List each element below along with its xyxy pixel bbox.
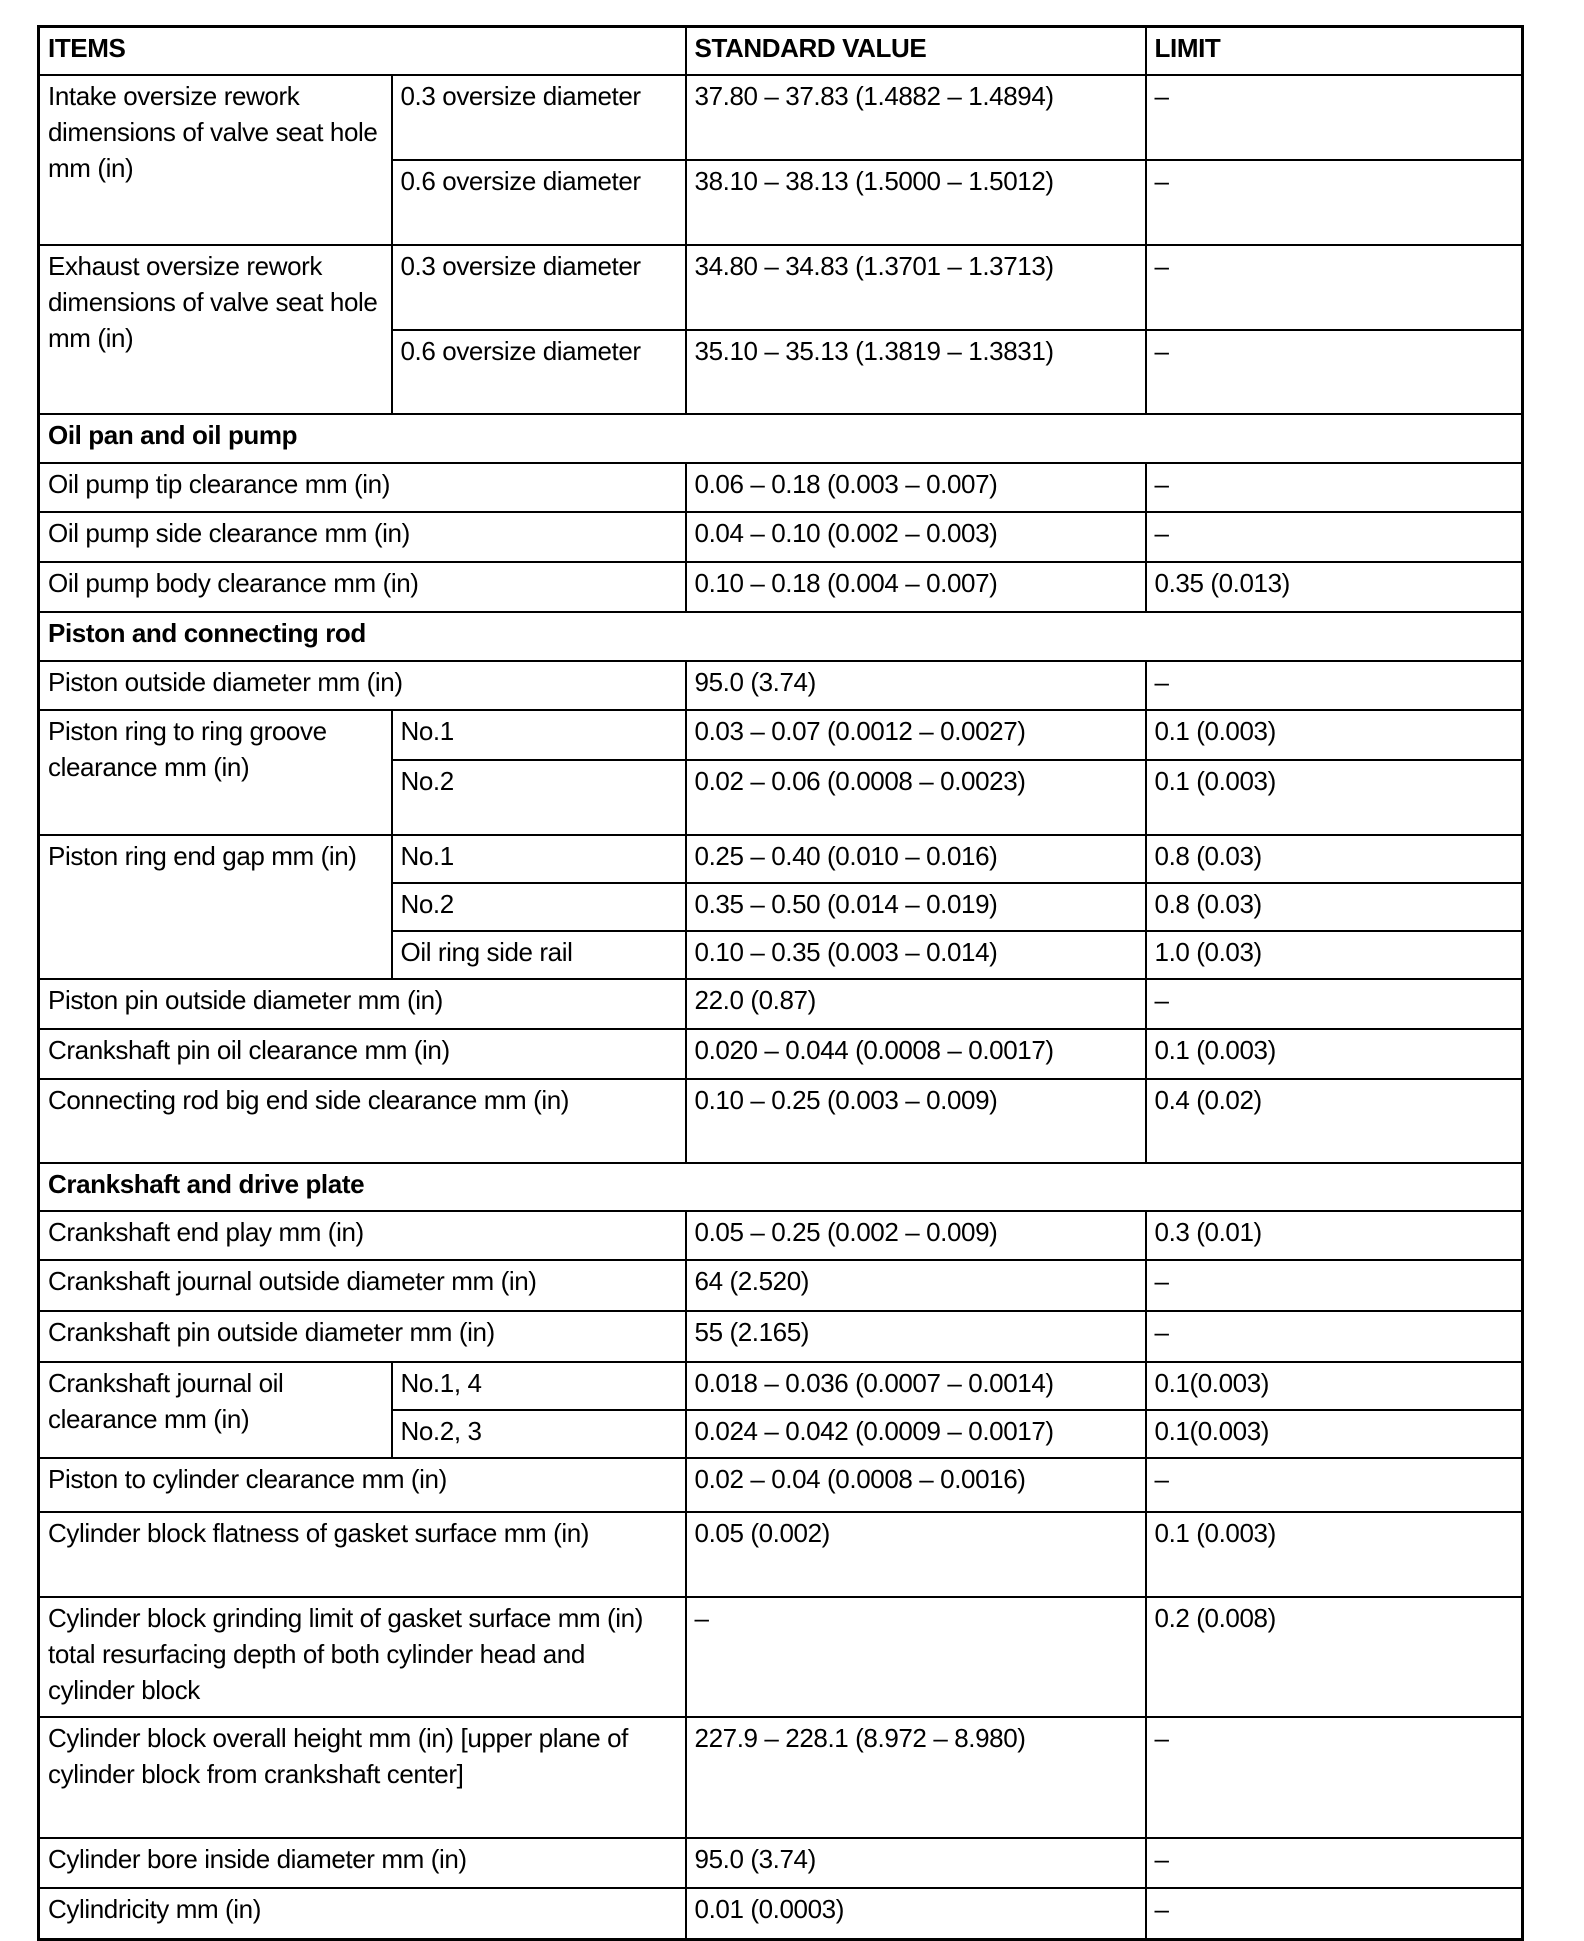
item-name: Oil pump body clearance mm (in) (39, 562, 686, 612)
sub-item-label: No.1, 4 (392, 1362, 686, 1410)
table-row (39, 1079, 1523, 1163)
standard-value: 0.10 – 0.35 (0.003 – 0.014) (686, 931, 1146, 979)
limit-value: 0.35 (0.013) (1146, 562, 1523, 612)
item-name: Piston ring to ring groove clearance mm (in) (39, 710, 392, 835)
standard-value: 0.03 – 0.07 (0.0012 – 0.0027) (686, 710, 1146, 760)
standard-value: 95.0 (3.74) (686, 661, 1146, 710)
section-title: Crankshaft and drive plate (39, 1163, 1523, 1211)
item-name: Crankshaft journal oil clearance mm (in) (39, 1362, 392, 1458)
table-row (39, 1260, 1523, 1311)
sub-item-label: No.1 (392, 710, 686, 760)
standard-value: 0.018 – 0.036 (0.0007 – 0.0014) (686, 1362, 1146, 1410)
table-row (39, 1211, 1523, 1260)
item-name: Piston pin outside diameter mm (in) (39, 979, 686, 1029)
header-limit: LIMIT (1146, 27, 1523, 75)
standard-value: 0.02 – 0.06 (0.0008 – 0.0023) (686, 760, 1146, 835)
header-row (39, 27, 1523, 75)
table-row (39, 710, 1523, 760)
limit-value: – (1146, 1260, 1523, 1311)
specifications-table (37, 25, 1524, 1941)
table-row (39, 1362, 1523, 1410)
sub-item-label: 0.3 oversize diameter (392, 75, 686, 160)
sub-item-label: 0.6 oversize diameter (392, 330, 686, 414)
header-standard-value: STANDARD VALUE (686, 27, 1146, 75)
item-name: Exhaust oversize rework dimensions of valve seat hole mm (in) (39, 245, 392, 414)
standard-value: 35.10 – 35.13 (1.3819 – 1.3831) (686, 330, 1146, 414)
limit-value: 0.1 (0.003) (1146, 1029, 1523, 1079)
item-name: Crankshaft pin oil clearance mm (in) (39, 1029, 686, 1079)
sub-item-label: Oil ring side rail (392, 931, 686, 979)
section-header-row (39, 1163, 1523, 1211)
standard-value: 0.05 (0.002) (686, 1512, 1146, 1597)
sub-item-label: 0.3 oversize diameter (392, 245, 686, 330)
limit-value: – (1146, 463, 1523, 512)
item-name: Cylinder block overall height mm (in) [upper plane of cylinder block from crankshaft center] (39, 1717, 686, 1838)
limit-value: – (1146, 1311, 1523, 1362)
sub-item-label: No.1 (392, 835, 686, 883)
limit-value: 0.4 (0.02) (1146, 1079, 1523, 1163)
standard-value: 22.0 (0.87) (686, 979, 1146, 1029)
limit-value: 0.1 (0.003) (1146, 710, 1523, 760)
standard-value: 0.35 – 0.50 (0.014 – 0.019) (686, 883, 1146, 931)
standard-value: 37.80 – 37.83 (1.4882 – 1.4894) (686, 75, 1146, 160)
table-row (39, 835, 1523, 883)
item-name: Crankshaft journal outside diameter mm (in) (39, 1260, 686, 1311)
standard-value: 0.020 – 0.044 (0.0008 – 0.0017) (686, 1029, 1146, 1079)
limit-value: – (1146, 1458, 1523, 1512)
table-row (39, 661, 1523, 710)
table-row (39, 562, 1523, 612)
standard-value: 0.10 – 0.18 (0.004 – 0.007) (686, 562, 1146, 612)
table-row (39, 1458, 1523, 1512)
limit-value: 0.1(0.003) (1146, 1410, 1523, 1458)
item-name: Cylinder block flatness of gasket surface mm (in) (39, 1512, 686, 1597)
limit-value: – (1146, 661, 1523, 710)
table-row (39, 1512, 1523, 1597)
item-name: Piston outside diameter mm (in) (39, 661, 686, 710)
limit-value: – (1146, 1838, 1523, 1888)
standard-value: 0.01 (0.0003) (686, 1888, 1146, 1940)
standard-value: 0.024 – 0.042 (0.0009 – 0.0017) (686, 1410, 1146, 1458)
item-name: Connecting rod big end side clearance mm (in) (39, 1079, 686, 1163)
limit-value: – (1146, 75, 1523, 160)
table-row (39, 1597, 1523, 1717)
limit-value: – (1146, 512, 1523, 562)
standard-value: 0.06 – 0.18 (0.003 – 0.007) (686, 463, 1146, 512)
limit-value: – (1146, 1717, 1523, 1838)
limit-value: – (1146, 979, 1523, 1029)
item-name: Intake oversize rework dimensions of valve seat hole mm (in) (39, 75, 392, 245)
limit-value: – (1146, 245, 1523, 330)
limit-value: 0.1 (0.003) (1146, 1512, 1523, 1597)
limit-value: – (1146, 1888, 1523, 1940)
standard-value: 227.9 – 228.1 (8.972 – 8.980) (686, 1717, 1146, 1838)
limit-value: 0.8 (0.03) (1146, 835, 1523, 883)
section-title: Piston and connecting rod (39, 612, 1523, 661)
item-name: Piston ring end gap mm (in) (39, 835, 392, 979)
section-header-row (39, 612, 1523, 661)
table-row (39, 512, 1523, 562)
header-items: ITEMS (39, 27, 686, 75)
item-name: Oil pump tip clearance mm (in) (39, 463, 686, 512)
table-row (39, 245, 1523, 330)
table-row (39, 979, 1523, 1029)
limit-value: 0.3 (0.01) (1146, 1211, 1523, 1260)
standard-value: 0.10 – 0.25 (0.003 – 0.009) (686, 1079, 1146, 1163)
standard-value: 0.02 – 0.04 (0.0008 – 0.0016) (686, 1458, 1146, 1512)
item-name: Cylinder bore inside diameter mm (in) (39, 1838, 686, 1888)
limit-value: 0.2 (0.008) (1146, 1597, 1523, 1717)
table-row (39, 1717, 1523, 1838)
limit-value: 0.1(0.003) (1146, 1362, 1523, 1410)
limit-value: 0.1 (0.003) (1146, 760, 1523, 835)
limit-value: 1.0 (0.03) (1146, 931, 1523, 979)
item-name: Cylinder block grinding limit of gasket surface mm (in) total resurfacing depth of both cylinder head and cylinder block (39, 1597, 686, 1717)
limit-value: – (1146, 330, 1523, 414)
limit-value: 0.8 (0.03) (1146, 883, 1523, 931)
table-row (39, 1029, 1523, 1079)
table-row (39, 1311, 1523, 1362)
section-header-row (39, 414, 1523, 463)
section-title: Oil pan and oil pump (39, 414, 1523, 463)
standard-value: 0.25 – 0.40 (0.010 – 0.016) (686, 835, 1146, 883)
standard-value: 38.10 – 38.13 (1.5000 – 1.5012) (686, 160, 1146, 245)
sub-item-label: 0.6 oversize diameter (392, 160, 686, 245)
table-row (39, 463, 1523, 512)
table-row (39, 75, 1523, 160)
item-name: Piston to cylinder clearance mm (in) (39, 1458, 686, 1512)
item-name: Oil pump side clearance mm (in) (39, 512, 686, 562)
standard-value: 0.05 – 0.25 (0.002 – 0.009) (686, 1211, 1146, 1260)
table-row (39, 1838, 1523, 1888)
item-name: Crankshaft pin outside diameter mm (in) (39, 1311, 686, 1362)
standard-value: 0.04 – 0.10 (0.002 – 0.003) (686, 512, 1146, 562)
standard-value: – (686, 1597, 1146, 1717)
sub-item-label: No.2, 3 (392, 1410, 686, 1458)
limit-value: – (1146, 160, 1523, 245)
sub-item-label: No.2 (392, 883, 686, 931)
item-name: Crankshaft end play mm (in) (39, 1211, 686, 1260)
table-row (39, 1888, 1523, 1940)
item-name: Cylindricity mm (in) (39, 1888, 686, 1940)
standard-value: 64 (2.520) (686, 1260, 1146, 1311)
sub-item-label: No.2 (392, 760, 686, 835)
standard-value: 34.80 – 34.83 (1.3701 – 1.3713) (686, 245, 1146, 330)
standard-value: 95.0 (3.74) (686, 1838, 1146, 1888)
standard-value: 55 (2.165) (686, 1311, 1146, 1362)
